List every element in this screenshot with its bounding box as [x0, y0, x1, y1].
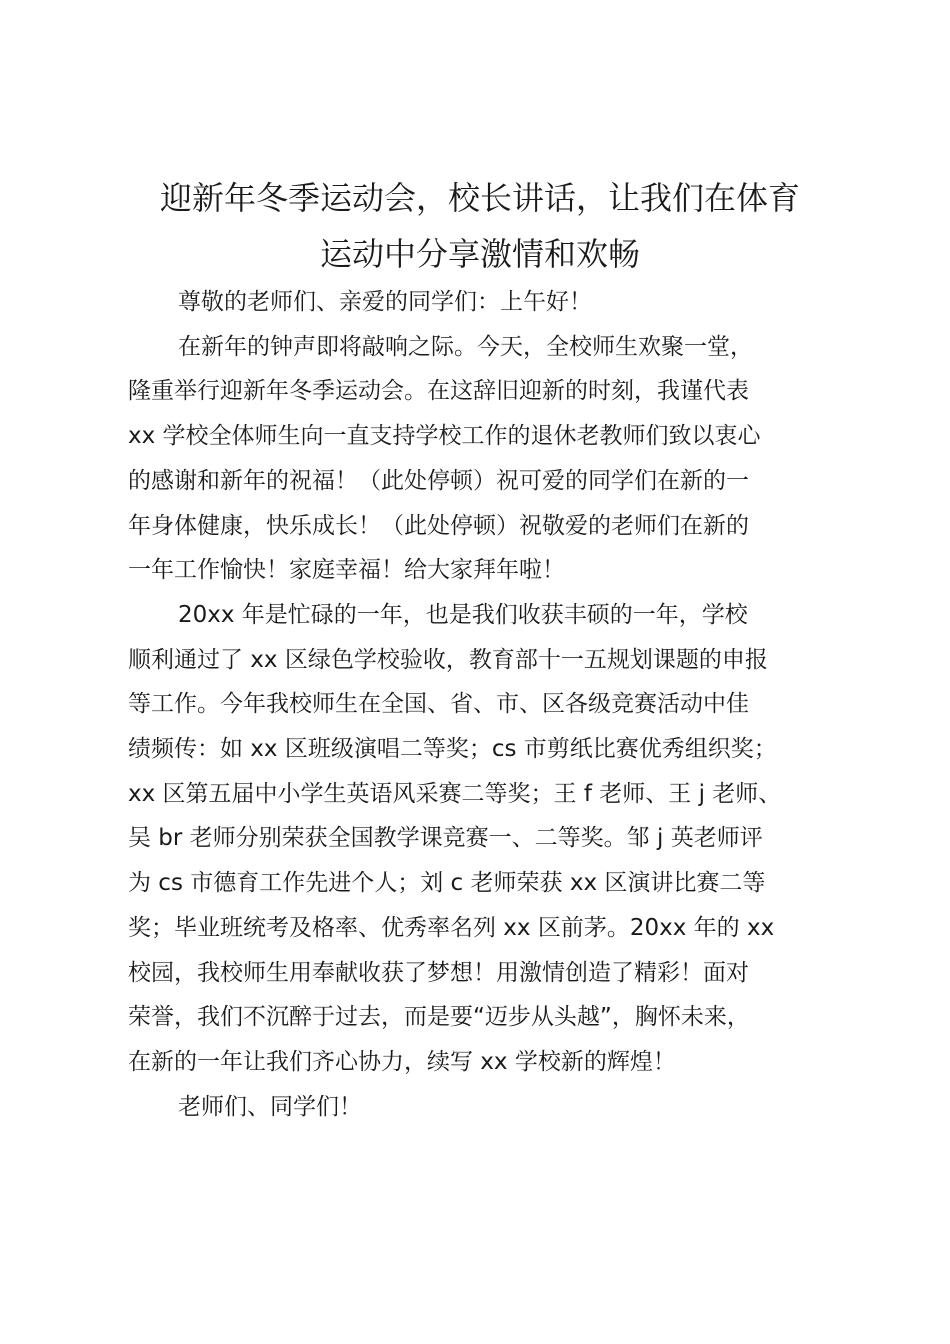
text-line: 奖；毕业班统考及格率、优秀率名列 xx 区前茅。20xx 年的 xx — [128, 914, 775, 941]
text-line: 在新的一年让我们齐心协力，续写 xx 学校新的辉煌！ — [128, 1048, 676, 1075]
text-line: 为 cs 市德育工作先进个人；刘 c 老师荣获 xx 区演讲比赛二等 — [128, 870, 766, 897]
text-line: 绩频传：如 xx 区班级演唱二等奖；cs 市剪纸比赛优秀组织奖； — [128, 736, 777, 763]
text-line: 20xx 年是忙碌的一年，也是我们收获丰硕的一年，学校 — [178, 601, 748, 628]
text-line: 吴 br 老师分别荣获全国教学课竞赛一、二等奖。邹 j 英老师评 — [128, 825, 763, 852]
text-line: 等工作。今年我校师生在全国、省、市、区各级竞赛活动中佳 — [128, 691, 749, 718]
text-line: 顺利通过了 xx 区绿色学校验收，教育部十一五规划课题的申报 — [128, 646, 768, 673]
text-line: 隆重举行迎新年冬季运动会。在这辞旧迎新的时刻，我谨代表 — [128, 378, 749, 405]
paragraph-new-year-wishes — [128, 325, 868, 593]
text-line: 的感谢和新年的祝福！（此处停顿）祝可爱的同学们在新的一 — [128, 467, 749, 494]
text-line: xx 区第五届中小学生英语风采赛二等奖；王 f 老师、王 j 老师、 — [128, 780, 782, 807]
text-line: 一年工作愉快！家庭幸福！给大家拜年啦！ — [128, 557, 565, 584]
paragraph-achievements — [128, 593, 868, 1085]
text-line: 校园，我校师生用奉献收获了梦想！用激情创造了精彩！面对 — [128, 959, 749, 986]
paragraph-address — [128, 1085, 868, 1130]
text-line: xx 学校全体师生向一直支持学校工作的退休老教师们致以衷心 — [128, 423, 761, 450]
paragraph-greeting — [128, 280, 868, 325]
title-line: 迎新年冬季运动会，校长讲话，让我们在体育 — [159, 179, 800, 217]
document-title — [110, 170, 850, 282]
document-body — [128, 280, 868, 1129]
text-line: 在新年的钟声即将敲响之际。今天，全校师生欢聚一堂， — [178, 333, 753, 360]
text-line: 老师们、同学们！ — [178, 1093, 362, 1120]
text-line: 尊敬的老师们、亲爱的同学们：上午好！ — [178, 289, 592, 315]
text-line: 荣誉，我们不沉醉于过去，而是要“迈步从头越”，胸怀未来， — [128, 1004, 750, 1031]
title-line: 运动中分享激情和欢畅 — [319, 235, 640, 273]
text-line: 年身体健康，快乐成长！（此处停顿）祝敬爱的老师们在新的 — [128, 512, 749, 539]
